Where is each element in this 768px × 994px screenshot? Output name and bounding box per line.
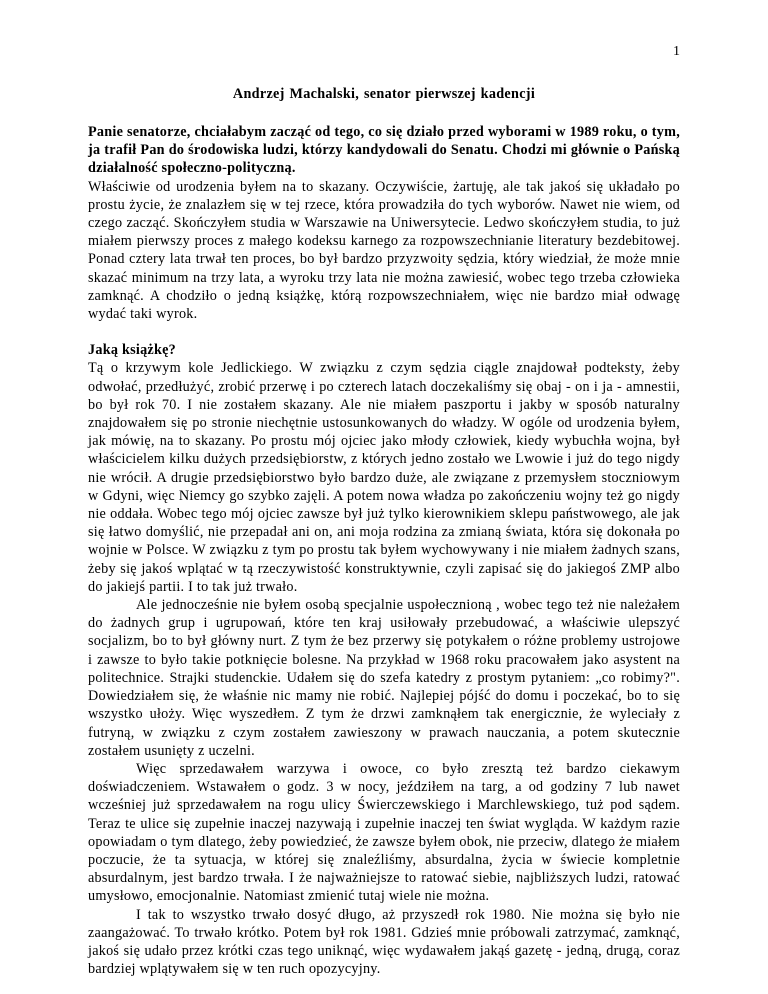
answer-paragraph-4: Więc sprzedawałem warzywa i owoce, co było zresztą też bardzo ciekawym doświadczeniem. Wstawałem o godz. 3 w nocy, jeździłem na targ, a od godziny 7 lub nawet wcześniej już sprzedawałem na rogu ulicy Świerczewskiego i Marchlewskiego, tuż pod sądem. Teraz te ulice się zupełnie inaczej nazywają i zupełnie inaczej ten świat wygląda. W każdym razie opowiadam o tym dlatego, żeby powiedzieć, że zawsze byłem obok, nie przeciw, dlatego że miałem poczucie, że ta sytuacja, w której się znaleźliśmy, absurdalna, życia w świecie kompletnie absurdalnym, jest bardzo trwała. I że najważniejsze to ratować siebie, najbliższych ludzi, ratować umysłowo, emocjonalnie. Natomiast zmienić tutaj wiele nie można. bbox=[88, 760, 680, 905]
document-page bbox=[88, 36, 680, 978]
interview-question-2: Jaką książkę? bbox=[88, 342, 176, 359]
answer-paragraph-3: Ale jednocześnie nie byłem osobą specjalnie uspołecznioną , wobec tego też nie należałem do żadnych grup i ugrupowań, które ten kraj usiłowały przebudować, a właściwie ulepszyć socjalizm, bo to był główny nurt. Z tym że bez przerwy się potykałem o różne problemy ustrojowe i zawsze to było takie potknięcie bolesne. Na przykład w 1968 roku pracowałem jako asystent na politechnice. Strajki studenckie. Udałem się do szefa katedry z prostym pytaniem: „co robimy?". Dowiedziałem się, że właśnie nic mamy nie robić. Najlepiej pójść do domu i poczekać, bo to się wszystko ułoży. Więc wyszedłem. Z tym że drzwi zamknąłem tak energicznie, że wyleciały z futryną, w związku z czym zostałem zawieszony w prawach nauczania, a potem skutecznie zostałem usunięty z uczelni. bbox=[88, 597, 680, 759]
page-number: 1 bbox=[673, 44, 680, 59]
document-title: Andrzej Machalski, senator pierwszej kadencji bbox=[232, 86, 536, 102]
interview-question-1: Panie senatorze, chciałabym zacząć od tego, co się działo przed wyborami w 1989 roku, o tym, ja trafił Pan do środowiska ludzi, którzy kandydowali do Senatu. Chodzi mi głównie o Pańską działalność społeczno-polityczną. bbox=[88, 124, 680, 177]
answer-paragraph-5: I tak to wszystko trwało dosyć długo, aż przyszedł rok 1980. Nie można się było nie zaangażować. To trwało krótko. Potem był rok 1981. Gdzieś mnie próbowali zatrzymać, zamknąć, jakoś się udało przez krótki czas tego uniknąć, więc wydawałem jakąś gazetę - jedną, drugą, coraz bardziej wplątywałem się w ten ruch opozycyjny. bbox=[88, 906, 680, 978]
answer-paragraph-2: Tą o krzywym kole Jedlickiego. W związku z czym sędzia ciągle znajdował podteksty, żeby odwołać, przedłużyć, zrobić przerwę i po czterech latach doczekaliśmy się obaj - on i ja - amnestii, bo był rok 70. I nie zostałem skazany. Ale nie miałem paszportu i jakby w sposób naturalny znajdowałem się po stronie niechętnie ustosunkowanych do władzy. W ogóle od urodzenia byłem, jak mówię, na to skazany. Po prostu mój ojciec jako młody człowiek, kiedy wybuchła wojna, był właścicielem kilku dużych przedsiębiorstw, z których jedno zostało we Lwowie i już do tego nigdy nie wrócił. A drugie przedsiębiorstwo było bardzo duże, ale związane z przemysłem stoczniowym w Gdyni, więc Niemcy go szybko zajęli. A potem nowa władza po zakończeniu wojny też go nigdy nie oddała. Wobec tego mój ojciec zawsze był już tylko kierownikiem sklepu państwowego, ale jak się łatwo domyślić, nie przepadał ani on, ani moja rodzina za zmianą świata, która się dokonała po wojnie w Polsce. W związku z tym po prostu tak byłem wychowywany i nie miałem żadnych szans, żeby się jakoś wplątać w tą rzeczywistość konstruktywnie, czyli zapisać się do jakiegoś ZMP albo do jakiejś partii. I to tak już trwało. bbox=[88, 360, 680, 595]
answer-paragraph-1: Właściwie od urodzenia byłem na to skazany. Oczywiście, żartuję, ale tak jakoś się układało po prostu życie, że znalazłem się w tej rzece, która prowadziła do tych wyborów. Nawet nie wiem, od czego zacząć. Skończyłem studia w Warszawie na Uniwersytecie. Ledwo skończyłem studia, to już miałem pierwszy proces z małego kodeksu karnego za rozpowszechnianie literatury bezdebitowej. Ponad cztery lata trwał ten proces, bo był bardzo przyzwoity sędzia, który wiedział, że może mnie skazać minimum na trzy lata, a wyroku trzy lata nie można zawiesić, wobec tego trzeba człowieka zamknąć. A chodziło o jedną książkę, którą rozpowszechniałem, więc nie bardzo miał odwagę wydać taki wyrok. bbox=[88, 178, 680, 323]
